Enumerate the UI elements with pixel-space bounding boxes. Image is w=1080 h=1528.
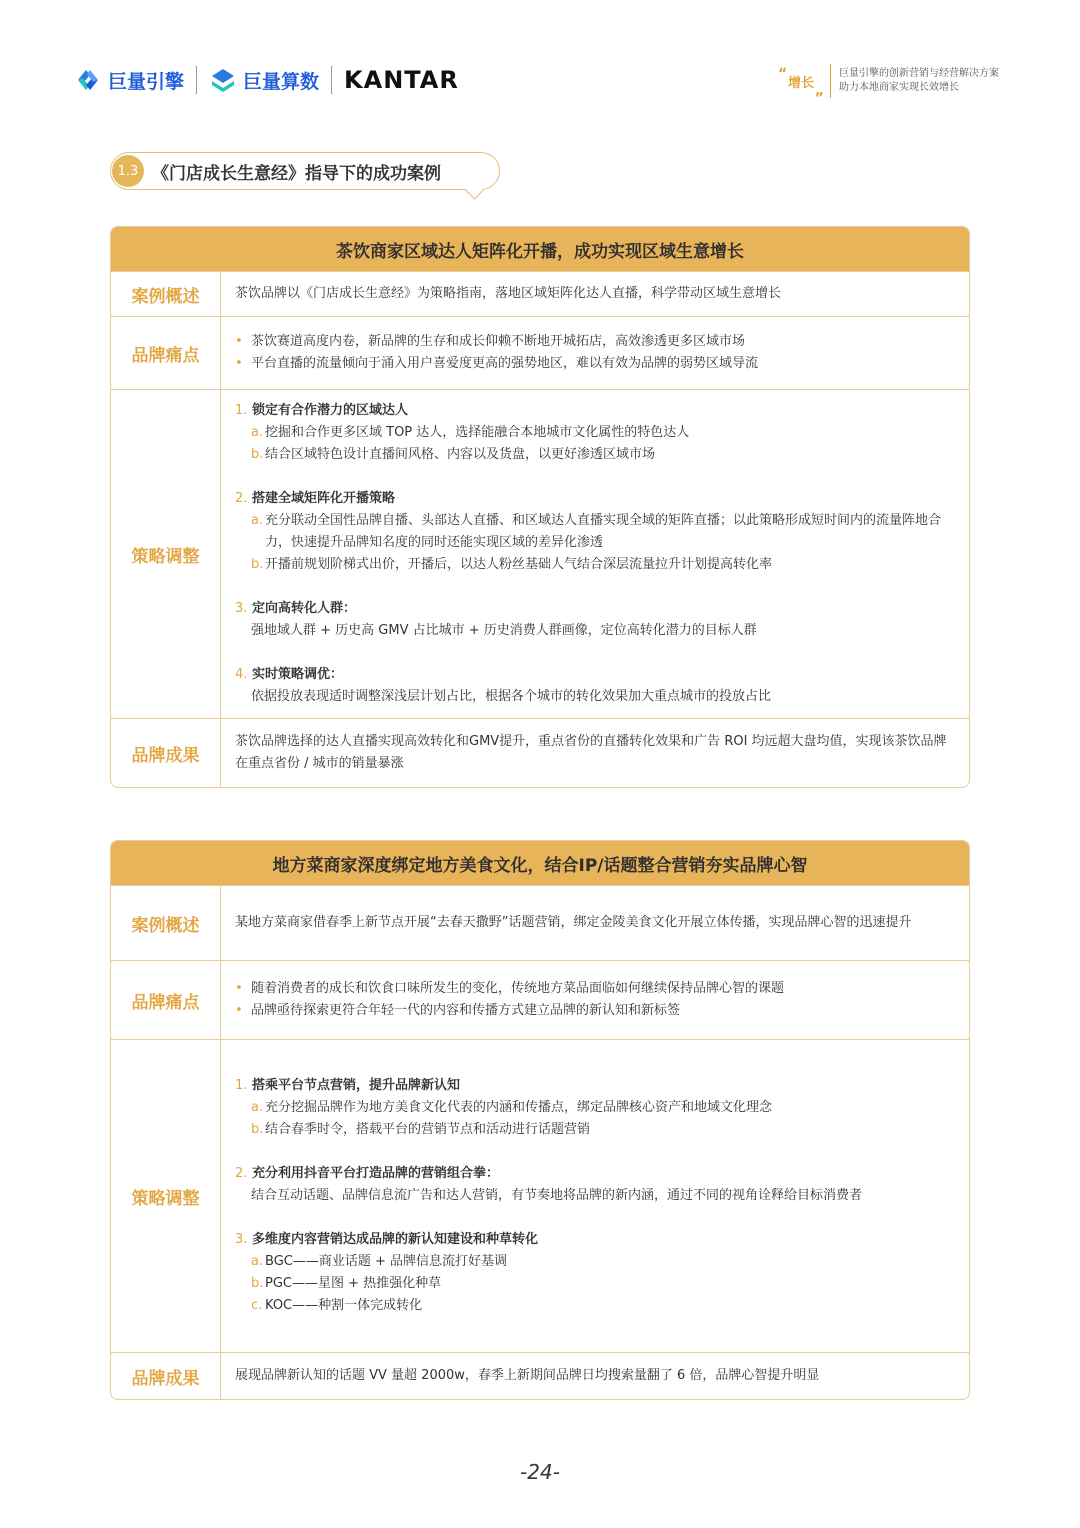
- case1-step-1: [235, 400, 955, 466]
- sub-text: 挖掘和合作更多区域 TOP 达人，选择能融合本地城市文化属性的特色达人: [265, 425, 690, 440]
- case2-overview-content: [221, 886, 969, 960]
- growth-word: 增长: [788, 75, 815, 91]
- step-title-text: 锁定有合作潜力的区域达人: [251, 403, 408, 418]
- logo-divider: [196, 66, 197, 94]
- step-sub-item: [235, 444, 955, 466]
- speech-tail-icon: [465, 181, 483, 199]
- case2-pain-row: [111, 960, 969, 1039]
- step-sub-item: [235, 510, 955, 554]
- bullet-dot-icon: •: [235, 1003, 243, 1018]
- step-number: 1.: [235, 403, 248, 418]
- juliang-engine-logo: [74, 66, 184, 94]
- case2-result-content: [221, 1353, 969, 1399]
- case1-step-3: [235, 598, 955, 642]
- step-sub-item: [235, 422, 955, 444]
- logo-group: [74, 62, 459, 98]
- step-title: [235, 598, 955, 620]
- sub-letter: c.: [251, 1298, 263, 1313]
- step-sub-item: [235, 1295, 955, 1317]
- sub-text: BGC——商业话题 + 品牌信息流打好基调: [265, 1254, 507, 1269]
- case1-pain-content: [221, 317, 969, 389]
- bullet-dot-icon: •: [235, 334, 243, 349]
- growth-tag: [778, 65, 825, 99]
- step-title-text: 搭建全域矩阵化开播策略: [251, 491, 395, 506]
- page-number: -24-: [520, 1460, 560, 1484]
- sub-letter: b.: [251, 1122, 264, 1137]
- section-number: 1.3: [112, 155, 144, 187]
- case2-result-row: [111, 1352, 969, 1399]
- step-title: [235, 1229, 955, 1251]
- step-title-text: 实时策略调优：: [251, 667, 343, 682]
- step-title-text: 搭乘平台节点营销，提升品牌新认知: [251, 1078, 460, 1093]
- case1-pain-text: 茶饮赛道高度内卷，新品牌的生存和成长仰赖不断地开城拓店，高效渗透更多区域市场: [251, 334, 746, 349]
- juliang-suanshu-logo: [209, 66, 319, 94]
- case1-result-row: [111, 718, 969, 787]
- step-number: 2.: [235, 1166, 248, 1181]
- sub-text: 充分联动全国性品牌自播、头部达人直播、和区域达人直播实现全域的矩阵直播；以此策略形成短时间内的流量阵地合力，快速提升品牌知名度的同时还能实现区域的差异化渗透: [265, 513, 942, 550]
- step-title-text: 多维度内容营销达成品牌的新认知建设和种草转化: [251, 1232, 538, 1247]
- case1-overview-text: 茶饮品牌以《门店成长生意经》为策略指南，落地区域矩阵化达人直播，科学带动区域生意增长: [235, 286, 782, 301]
- tagline-text: [839, 67, 999, 95]
- case2-step-2: [235, 1163, 955, 1207]
- tagline-divider: [830, 64, 831, 98]
- case1-step-4: [235, 664, 955, 708]
- quote-close-icon: „: [814, 82, 825, 99]
- case2-overview-label: 案例概述: [111, 886, 221, 960]
- tagline-line2: 助力本地商家实现长效增长: [839, 82, 960, 93]
- case2-pain-label: 品牌痛点: [111, 961, 221, 1039]
- juliang-suanshu-icon: [209, 66, 237, 94]
- sub-letter: b.: [251, 1276, 264, 1291]
- step-title: [235, 488, 955, 510]
- case1-pain-label: 品牌痛点: [111, 317, 221, 389]
- case1-pain-item: [235, 353, 955, 375]
- step-title: [235, 1075, 955, 1097]
- step-sub-item: [235, 1251, 955, 1273]
- case1-result-content: [221, 719, 969, 787]
- step-title: [235, 664, 955, 686]
- sub-letter: a.: [251, 1100, 264, 1115]
- case2-strategy-row: [111, 1039, 969, 1352]
- logo2-text: 巨量算数: [243, 70, 320, 93]
- case1-title: 茶饮商家区域达人矩阵化开播，成功实现区域生意增长: [111, 227, 969, 271]
- case2-pain-text: 随着消费者的成长和饮食口味所发生的变化，传统地方菜品面临如何继续保持品牌心智的课题: [251, 981, 785, 996]
- case2-result-label: 品牌成果: [111, 1353, 221, 1399]
- case1-result-text: 茶饮品牌选择的达人直播实现高效转化和GMV提升，重点省份的直播转化效果和广告 ROI 均远超大盘均值，实现该茶饮品牌在重点省份 / 城市的销量暴涨: [235, 734, 947, 771]
- header-tagline: [778, 64, 999, 98]
- case2-pain-content: [221, 961, 969, 1039]
- sub-text: 结合春季时令，搭载平台的营销节点和活动进行话题营销: [265, 1122, 591, 1137]
- case2-result-text: 展现品牌新认知的话题 VV 量超 2000w，春季上新期间品牌日均搜索量翻了 6 倍，品牌心智提升明显: [235, 1368, 820, 1383]
- sub-letter: a.: [251, 425, 264, 440]
- step-plain-text: 依据投放表现适时调整深浅层计划占比，根据各个城市的转化效果加大重点城市的投放占比: [251, 689, 772, 704]
- section-heading: 《门店成长生意经》指导下的成功案例: [152, 163, 441, 184]
- case2-step-3: [235, 1229, 955, 1317]
- sub-text: PGC——星图 + 热推强化种草: [265, 1276, 442, 1291]
- case1-overview-label: 案例概述: [111, 272, 221, 316]
- case1-result-label: 品牌成果: [111, 719, 221, 787]
- step-plain-text: 结合互动话题、品牌信息流广告和达人营销，有节奏地将品牌的新内涵，通过不同的视角诠释给目标消费者: [251, 1188, 863, 1203]
- sub-text: 充分挖掘品牌作为地方美食文化代表的内涵和传播点，绑定品牌核心资产和地域文化理念: [265, 1100, 773, 1115]
- case1-strategy-content: [221, 390, 969, 718]
- kantar-logo: KANTAR: [344, 66, 459, 94]
- sub-letter: b.: [251, 447, 264, 462]
- step-sub-item: [235, 1097, 955, 1119]
- case2-title: 地方菜商家深度绑定地方美食文化，结合IP/话题整合营销夯实品牌心智: [111, 841, 969, 885]
- step-number: 3.: [235, 601, 248, 616]
- step-number: 3.: [235, 1232, 248, 1247]
- step-title: [235, 400, 955, 422]
- step-plain-text: 强地域人群 + 历史高 GMV 占比城市 + 历史消费人群画像，定位高转化潜力的目标人群: [251, 623, 757, 638]
- case2-overview-row: [111, 885, 969, 960]
- sub-text: KOC——种割一体完成转化: [265, 1298, 423, 1313]
- case-card-2: [110, 840, 970, 1400]
- step-number: 4.: [235, 667, 248, 682]
- case1-step-2: [235, 488, 955, 576]
- step-number: 2.: [235, 491, 248, 506]
- section-title: [110, 152, 500, 190]
- quote-open-icon: “: [778, 65, 788, 82]
- sub-text: 开播前规划阶梯式出价，开播后，以达人粉丝基础人气结合深层流量拉升计划提高转化率: [265, 557, 773, 572]
- case1-strategy-row: [111, 389, 969, 718]
- step-title: [235, 1163, 955, 1185]
- case2-strategy-content: [221, 1040, 969, 1352]
- step-sub-item: [235, 1119, 955, 1141]
- case2-step-1: [235, 1075, 955, 1141]
- case2-pain-text: 品牌亟待探索更符合年轻一代的内容和传播方式建立品牌的新认知和新标签: [251, 1003, 681, 1018]
- juliang-engine-icon: [74, 66, 102, 94]
- step-title-text: 定向高转化人群：: [251, 601, 356, 616]
- case1-overview-content: [221, 272, 969, 316]
- tagline-line1: 巨量引擎的创新营销与经营解决方案: [839, 68, 1000, 79]
- case1-strategy-label: 策略调整: [111, 390, 221, 718]
- case1-pain-item: [235, 331, 955, 353]
- case2-strategy-label: 策略调整: [111, 1040, 221, 1352]
- bullet-dot-icon: •: [235, 981, 243, 996]
- sub-text: 结合区域特色设计直播间风格、内容以及货盘，以更好渗透区域市场: [265, 447, 656, 462]
- case2-pain-item: [235, 978, 955, 1000]
- case1-pain-text: 平台直播的流量倾向于涌入用户喜爱度更高的强势地区，难以有效为品牌的弱势区域导流: [251, 356, 759, 371]
- bullet-dot-icon: •: [235, 356, 243, 371]
- case1-pain-row: [111, 316, 969, 389]
- step-sub-item: [235, 554, 955, 576]
- case1-overview-row: [111, 271, 969, 316]
- sub-letter: a.: [251, 513, 264, 528]
- sub-letter: a.: [251, 1254, 264, 1269]
- step-sub-item: [235, 1273, 955, 1295]
- case2-overview-text: 某地方菜商家借春季上新节点开展“去春天撒野”话题营销，绑定金陵美食文化开展立体传播，实现品牌心智的迅速提升: [235, 915, 912, 930]
- sub-letter: b.: [251, 557, 264, 572]
- logo1-text: 巨量引擎: [108, 70, 185, 93]
- case2-pain-item: [235, 1000, 955, 1022]
- page-header: [0, 0, 1080, 120]
- step-title-text: 充分利用抖音平台打造品牌的营销组合拳：: [251, 1166, 499, 1181]
- case-card-1: [110, 226, 970, 788]
- logo-divider-2: [331, 66, 332, 94]
- step-number: 1.: [235, 1078, 248, 1093]
